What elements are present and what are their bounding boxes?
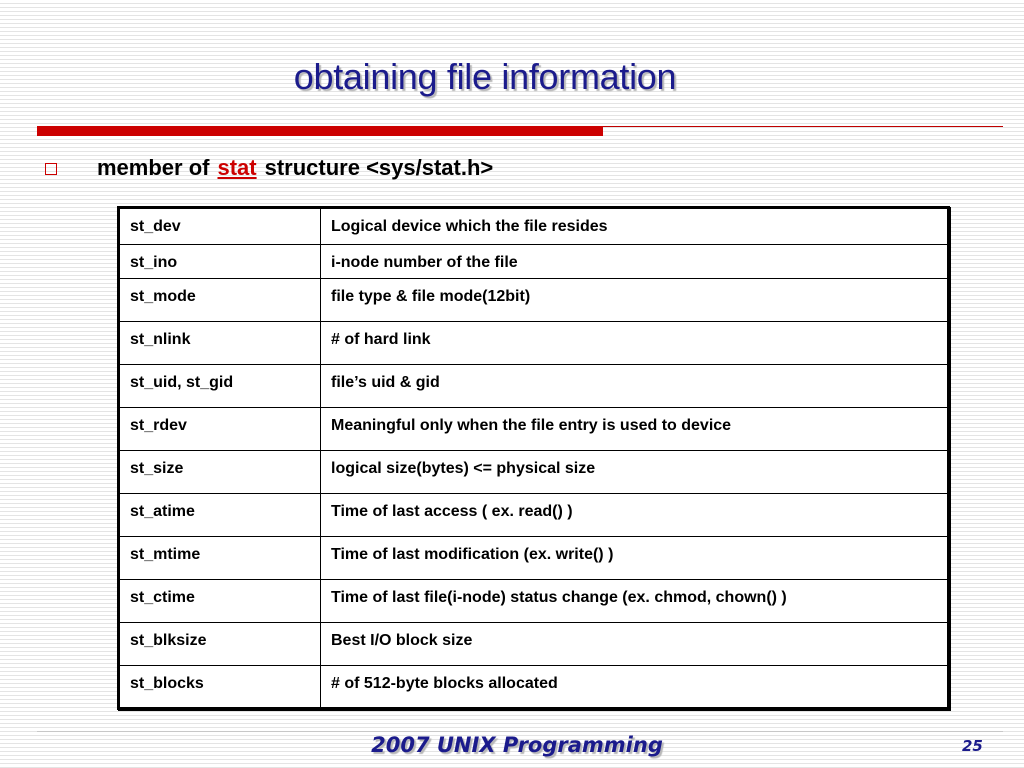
title-underline-thick	[37, 126, 603, 136]
bullet-highlight: stat	[217, 155, 257, 180]
field-name-cell: st_mode	[119, 279, 321, 322]
bullet-prefix: member of	[97, 155, 210, 180]
field-description-cell: Time of last file(i-node) status change (ex. chmod, chown() )	[321, 580, 949, 623]
footer-divider	[37, 731, 1003, 732]
field-description-cell: i-node number of the file	[321, 245, 949, 279]
field-name-cell: st_uid, st_gid	[119, 365, 321, 408]
table-row	[119, 365, 949, 408]
table-row	[119, 623, 949, 666]
field-name-cell: st_rdev	[119, 408, 321, 451]
field-name-cell: st_mtime	[119, 537, 321, 580]
field-description-cell: Time of last modification (ex. write() )	[321, 537, 949, 580]
field-name-cell: st_dev	[119, 208, 321, 245]
table-row	[119, 537, 949, 580]
slide-title: obtaining file information	[293, 56, 677, 97]
table-row	[119, 279, 949, 322]
table-row	[119, 666, 949, 709]
table-row	[119, 208, 949, 245]
table-row	[119, 245, 949, 279]
field-name-cell: st_size	[119, 451, 321, 494]
field-description-cell: # of 512-byte blocks allocated	[321, 666, 949, 709]
table-row	[119, 494, 949, 537]
field-description-cell: logical size(bytes) <= physical size	[321, 451, 949, 494]
field-name-cell: st_ctime	[119, 580, 321, 623]
field-name-cell: st_ino	[119, 245, 321, 279]
footer-text: 2007 UNIX Programming	[371, 733, 663, 757]
table-row	[119, 580, 949, 623]
table-row	[119, 322, 949, 365]
field-description-cell: file type & file mode(12bit)	[321, 279, 949, 322]
field-description-cell: Best I/O block size	[321, 623, 949, 666]
field-description-cell: Logical device which the file resides	[321, 208, 949, 245]
table-row	[119, 451, 949, 494]
title-underline-thin	[603, 126, 1003, 127]
field-description-cell: file’s uid & gid	[321, 365, 949, 408]
field-name-cell: st_nlink	[119, 322, 321, 365]
field-description-cell: # of hard link	[321, 322, 949, 365]
page-number: 25	[962, 737, 983, 755]
field-description-cell: Time of last access ( ex. read() )	[321, 494, 949, 537]
stat-structure-table	[117, 206, 950, 710]
table-row	[119, 408, 949, 451]
field-description-cell: Meaningful only when the file entry is used to device	[321, 408, 949, 451]
bullet-item	[45, 152, 493, 184]
square-bullet-icon	[45, 163, 57, 175]
field-name-cell: st_blocks	[119, 666, 321, 709]
field-name-cell: st_atime	[119, 494, 321, 537]
bullet-suffix: structure <sys/stat.h>	[264, 155, 494, 180]
field-name-cell: st_blksize	[119, 623, 321, 666]
